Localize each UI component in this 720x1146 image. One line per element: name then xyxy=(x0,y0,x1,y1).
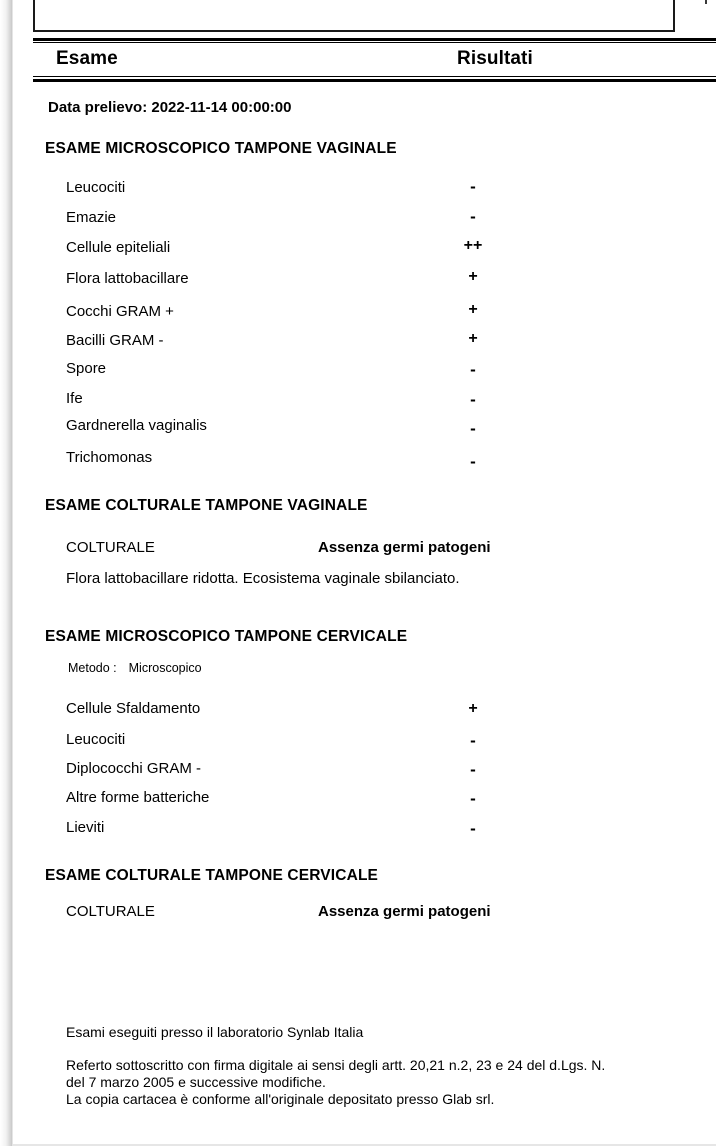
result-row-value: + xyxy=(468,330,478,347)
result-row-value: Assenza germi patogeni xyxy=(318,903,491,920)
result-row-label: Leucociti xyxy=(66,731,126,748)
result-row-value: - xyxy=(470,452,476,471)
result-row-label: Ife xyxy=(66,390,83,407)
result-row-label: COLTURALE xyxy=(66,539,155,556)
section-title: ESAME MICROSCOPICO TAMPONE VAGINALE xyxy=(45,140,397,157)
page-right-gutter xyxy=(716,0,720,1146)
table-header-top-rule-thin xyxy=(33,42,720,43)
table-header-bottom-rule xyxy=(33,79,720,82)
footer-legal-line-1: Referto sottoscritto con firma digitale ai sensi degli artt. 20,21 n.2, 23 e 24 del d.Lgs. N. xyxy=(66,1057,606,1073)
result-row-value: + xyxy=(468,268,478,285)
column-header-esame: Esame xyxy=(56,48,118,69)
result-row-value: - xyxy=(470,177,476,196)
result-row-label: Cocchi GRAM + xyxy=(66,303,174,320)
result-row-label: Spore xyxy=(66,360,107,377)
header-field-box[interactable] xyxy=(33,0,675,32)
result-row-label: Cellule epiteliali xyxy=(66,239,171,256)
report-page xyxy=(13,0,720,1146)
footer-legal-line-2: del 7 marzo 2005 e successive modifiche. xyxy=(66,1074,326,1090)
result-row-value: - xyxy=(470,207,476,226)
result-row-label: Flora lattobacillare xyxy=(66,270,189,287)
result-row-label: Lieviti xyxy=(66,819,105,836)
result-row-value: - xyxy=(470,390,476,409)
result-row-value: - xyxy=(470,731,476,750)
section-title: ESAME MICROSCOPICO TAMPONE CERVICALE xyxy=(45,628,408,645)
column-header-risultati: Risultati xyxy=(457,48,533,69)
footer-legal-text xyxy=(66,1057,720,1108)
result-row-value: ++ xyxy=(463,237,483,254)
footer-laboratory-line: Esami eseguiti presso il laboratorio Synlab Italia xyxy=(66,1024,364,1040)
result-row-value: - xyxy=(470,419,476,438)
result-row-value: Assenza germi patogeni xyxy=(318,539,491,556)
result-row-label: Gardnerella vaginalis xyxy=(66,417,207,434)
result-row-label: Diplococchi GRAM - xyxy=(66,760,202,777)
result-row-label: Altre forme batteriche xyxy=(66,789,210,806)
result-row-label: Leucociti xyxy=(66,179,126,196)
result-row-value: - xyxy=(470,789,476,808)
result-row-label: COLTURALE xyxy=(66,903,155,920)
method-label: Metodo : xyxy=(68,661,117,675)
method-value: Microscopico xyxy=(128,661,202,675)
result-row-label: Emazie xyxy=(66,209,117,226)
section-title: ESAME COLTURALE TAMPONE VAGINALE xyxy=(45,497,368,514)
result-row-label: Cellule Sfaldamento xyxy=(66,700,201,717)
section-title: ESAME COLTURALE TAMPONE CERVICALE xyxy=(45,867,379,884)
table-header-top-rule xyxy=(33,38,720,41)
method-line xyxy=(68,661,202,675)
result-row-value: + xyxy=(468,301,478,318)
result-row-value: - xyxy=(470,360,476,379)
result-row-value: - xyxy=(470,819,476,838)
table-header-bottom-rule-thin xyxy=(33,76,720,77)
result-row-label: Trichomonas xyxy=(66,449,153,466)
collection-date: Data prelievo: 2022-11-14 00:00:00 xyxy=(48,99,292,116)
result-row-label: Bacilli GRAM - xyxy=(66,332,164,349)
section-note: Flora lattobacillare ridotta. Ecosistema vaginale sbilanciato. xyxy=(66,570,460,587)
page-left-gutter xyxy=(0,0,13,1146)
result-row-value: + xyxy=(468,700,478,717)
result-row-value: - xyxy=(470,760,476,779)
footer-legal-line-3: La copia cartacea è conforme all'originale depositato presso Glab srl. xyxy=(66,1091,495,1107)
